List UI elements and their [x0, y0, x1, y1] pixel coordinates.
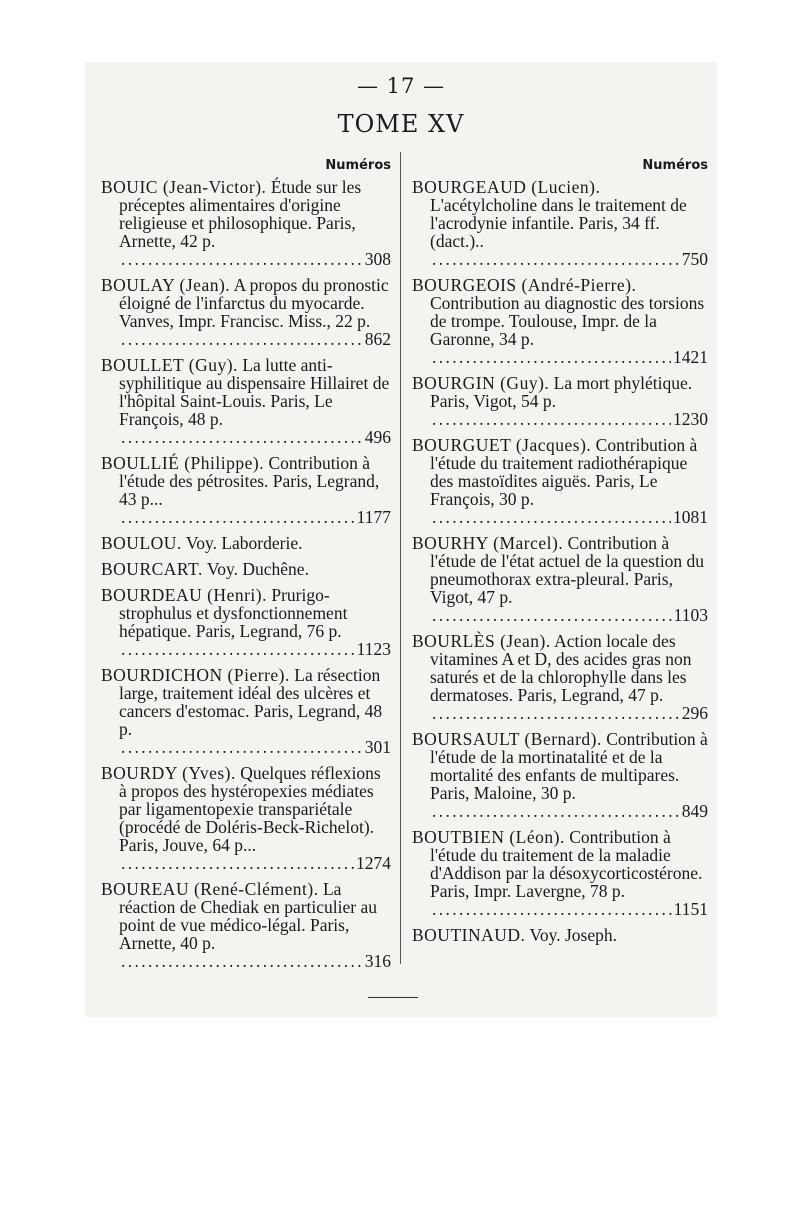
- entry-author: BOUTINAUD.: [412, 925, 526, 945]
- entry-author: BOURSAULT (Bernard).: [412, 729, 602, 749]
- dot-leader: [121, 738, 363, 756]
- entry-description: L'acétylcholine dans le traitement de l'acrodynie infantile. Paris, 34 ff. (dact.)..: [430, 195, 687, 251]
- dot-leader: [432, 348, 671, 366]
- index-entry: [101, 534, 391, 552]
- entry-description: Action locale des vitamines A et D, des acides gras non saturés et de la chlorophylle dans les dermatoses. Paris, Legrand, 47 p.: [430, 631, 692, 705]
- index-entry: [412, 534, 708, 624]
- entry-number: 1274: [356, 853, 391, 873]
- entry-description: Contribution à l'étude du traitement radiothérapique des mastoïdites aiguës. Paris, Le François, 30 p.: [430, 435, 698, 509]
- column-divider: [400, 152, 401, 964]
- left-column-heading: Numéros: [325, 158, 391, 173]
- entry-author: BOULOU.: [101, 533, 182, 553]
- index-entry: [101, 764, 391, 872]
- index-entry: [101, 586, 391, 658]
- entry-number: 1151: [673, 899, 708, 919]
- dot-leader: [432, 802, 680, 820]
- entry-number: 316: [364, 951, 391, 971]
- right-entries: [412, 178, 708, 944]
- dot-leader: [121, 508, 355, 526]
- entry-author: BOURHY (Marcel).: [412, 533, 564, 553]
- entry-author: BOULAY (Jean).: [101, 275, 231, 295]
- entry-number: 1123: [356, 639, 391, 659]
- entry-author: BOURDICHON (Pierre).: [101, 665, 290, 685]
- entry-description: Prurigo-strophulus et dysfonctionnement hépatique. Paris, Legrand, 76 p.: [119, 585, 348, 641]
- entry-number: 308: [364, 249, 391, 269]
- entry-number: 301: [364, 737, 391, 757]
- index-entry: [412, 632, 708, 722]
- dot-leader: [432, 250, 680, 268]
- dot-leader: [121, 250, 363, 268]
- entry-number: 296: [681, 703, 708, 723]
- right-column-heading: Numéros: [642, 158, 708, 173]
- entry-description: La mort phylétique. Paris, Vigot, 54 p.: [430, 373, 693, 411]
- entry-description: Quelques réflexions à propos des hystéropexies médiates par ligamentopexie transpariétale (procédé de Doléris-Beck-Richelot). Paris, Jouve, 64 p...: [119, 763, 381, 855]
- dot-leader: [121, 330, 363, 348]
- entry-cross-reference: Voy. Joseph.: [529, 925, 617, 945]
- entry-author: BOURGEAUD (Lucien).: [412, 177, 601, 197]
- dot-leader: [121, 428, 363, 446]
- dot-leader: [432, 704, 680, 722]
- entry-author: BOULLET (Guy).: [101, 355, 238, 375]
- index-entry: [412, 730, 708, 820]
- entry-description: Contribution à l'étude du traitement de la maladie d'Addison par la désoxycorticostérone. Paris, Impr. Lavergne, 78 p.: [430, 827, 703, 901]
- left-entries: [101, 178, 391, 970]
- entry-description: Contribution à l'étude de la mortinatalité et de la mortalité des enfants de multipares. Paris, Maloine, 30 p.: [430, 729, 708, 803]
- entry-author: BOURDY (Yves).: [101, 763, 236, 783]
- entry-description: A propos du pronostic éloigné de l'infarctus du myocarde. Vanves, Impr. Francisc. Miss., 22 p.: [119, 275, 389, 331]
- entry-description: Contribution à l'étude de l'état actuel de la question du pneumothorax extra-pleural. Paris, Vigot, 47 p.: [430, 533, 705, 607]
- index-entry: [412, 374, 708, 428]
- entry-cross-reference: Voy. Laborderie.: [185, 533, 303, 553]
- dot-leader: [121, 952, 363, 970]
- entry-author: BOURCART.: [101, 559, 203, 579]
- entry-number: 750: [681, 249, 708, 269]
- index-entry: [101, 356, 391, 446]
- entry-author: BOURGUET (Jacques).: [412, 435, 592, 455]
- volume-title: TOME XV: [337, 110, 465, 138]
- entry-author: BOULLIÉ (Philippe).: [101, 453, 265, 473]
- entry-description: Contribution au diagnostic des torsions de trompe. Toulouse, Impr. de la Garonne, 34 p.: [430, 293, 705, 349]
- entry-description: Contribution à l'étude des pétrosites. Paris, Legrand, 43 p...: [119, 453, 380, 509]
- index-entry: [412, 178, 708, 268]
- index-entry: [412, 926, 708, 944]
- dot-leader: [432, 410, 671, 428]
- entry-number: 1230: [673, 409, 708, 429]
- index-entry: [101, 178, 391, 268]
- entry-number: 1421: [673, 347, 708, 367]
- entry-number: 1081: [673, 507, 708, 527]
- page: [85, 62, 717, 1017]
- dot-leader: [121, 640, 355, 658]
- dot-leader: [121, 854, 354, 872]
- index-entry: [101, 454, 391, 526]
- index-entry: [101, 276, 391, 348]
- dot-leader: [432, 606, 672, 624]
- index-entry: [101, 880, 391, 970]
- entry-author: BOURDEAU (Henri).: [101, 585, 267, 605]
- index-entry: [101, 560, 391, 578]
- page-number: — 17 —: [356, 74, 446, 98]
- dot-leader: [432, 508, 671, 526]
- entry-author: BOUTBIEN (Léon).: [412, 827, 565, 847]
- index-entry: [412, 828, 708, 918]
- dot-leader: [432, 900, 672, 918]
- entry-description: La réaction de Chediak en particulier au point de vue médico-légal. Paris, Arnette, 40 p.: [119, 879, 378, 953]
- index-entry: [412, 436, 708, 526]
- entry-number: 1177: [356, 507, 391, 527]
- entry-description: Étude sur les préceptes alimentaires d'origine religieuse et philosophique. Paris, Arnette, 42 p.: [119, 177, 362, 251]
- entry-number: 1103: [673, 605, 708, 625]
- entry-author: BOUIC (Jean-Victor).: [101, 177, 267, 197]
- index-entry: [412, 276, 708, 366]
- entry-number: 849: [681, 801, 708, 821]
- entry-author: BOURGEOIS (André-Pierre).: [412, 275, 637, 295]
- entry-description: La résection large, traitement idéal des ulcères et cancers d'estomac. Paris, Legrand, 48 p.: [119, 665, 383, 739]
- right-column: [412, 158, 708, 952]
- entry-cross-reference: Voy. Duchêne.: [206, 559, 309, 579]
- entry-author: BOUREAU (René-Clément).: [101, 879, 319, 899]
- entry-description: La lutte anti-syphilitique au dispensaire Hillairet de l'hôpital Saint-Louis. Paris, Le François, 48 p.: [119, 355, 390, 429]
- end-rule: [368, 997, 418, 998]
- left-column: [101, 158, 391, 978]
- entry-number: 862: [364, 329, 391, 349]
- entry-number: 496: [364, 427, 391, 447]
- entry-author: BOURLÈS (Jean).: [412, 631, 551, 651]
- entry-author: BOURGIN (Guy).: [412, 373, 550, 393]
- index-entry: [101, 666, 391, 756]
